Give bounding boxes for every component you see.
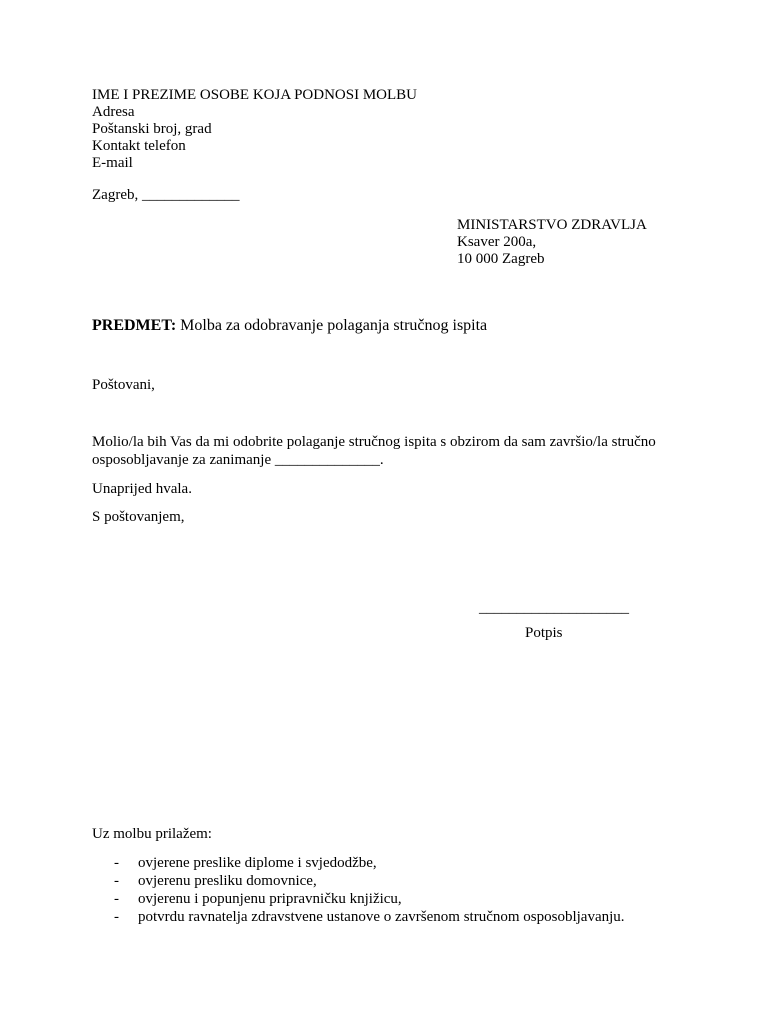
bullet-dash: -: [114, 855, 119, 871]
list-item: [114, 891, 625, 909]
closing-line: S poštovanjem,: [92, 509, 185, 525]
attachment-text: ovjerenu presliku domovnice,: [138, 873, 317, 889]
date-line: Zagreb, _____________: [92, 187, 240, 203]
signature-label: Potpis: [525, 625, 563, 641]
recipient-city: 10 000 Zagreb: [457, 251, 545, 267]
list-item: [114, 909, 625, 927]
attachments-intro: Uz molbu prilažem:: [92, 826, 212, 842]
sender-address: Adresa: [92, 104, 135, 120]
attachment-text: potvrdu ravnatelja zdravstvene ustanove o završenom stručnom osposobljavanju.: [138, 909, 625, 925]
signature-line: ____________________: [479, 600, 629, 616]
sender-phone: Kontakt telefon: [92, 138, 186, 154]
sender-block: [92, 87, 417, 172]
bullet-dash: -: [114, 873, 119, 889]
subject-line: [92, 317, 487, 334]
recipient-name: MINISTARSTVO ZDRAVLJA: [457, 217, 647, 233]
bullet-dash: -: [114, 909, 119, 925]
bullet-dash: -: [114, 891, 119, 907]
attachments-list: [114, 855, 625, 927]
attachment-text: ovjerene preslike diplome i svjedodžbe,: [138, 855, 377, 871]
sender-postal-city: Poštanski broj, grad: [92, 121, 212, 137]
body-line-1: Molio/la bih Vas da mi odobrite polaganje stručnog ispita s obzirom da sam završio/la stručno: [92, 434, 656, 450]
thanks-line: Unaprijed hvala.: [92, 481, 192, 497]
list-item: [114, 855, 625, 873]
sender-email: E-mail: [92, 155, 133, 171]
recipient-street: Ksaver 200a,: [457, 234, 537, 250]
sender-name: IME I PREZIME OSOBE KOJA PODNOSI MOLBU: [92, 87, 418, 103]
list-item: [114, 873, 625, 891]
subject-text: Molba za odobravanje polaganja stručnog ispita: [176, 317, 488, 334]
recipient-block: [457, 217, 647, 268]
letter-body: [92, 434, 656, 470]
body-line-2: osposobljavanje za zanimanje ______________.: [92, 452, 384, 468]
subject-label: PREDMET:: [92, 317, 177, 334]
attachment-text: ovjerenu i popunjenu pripravničku knjižicu,: [138, 891, 402, 907]
greeting: Poštovani,: [92, 377, 155, 393]
